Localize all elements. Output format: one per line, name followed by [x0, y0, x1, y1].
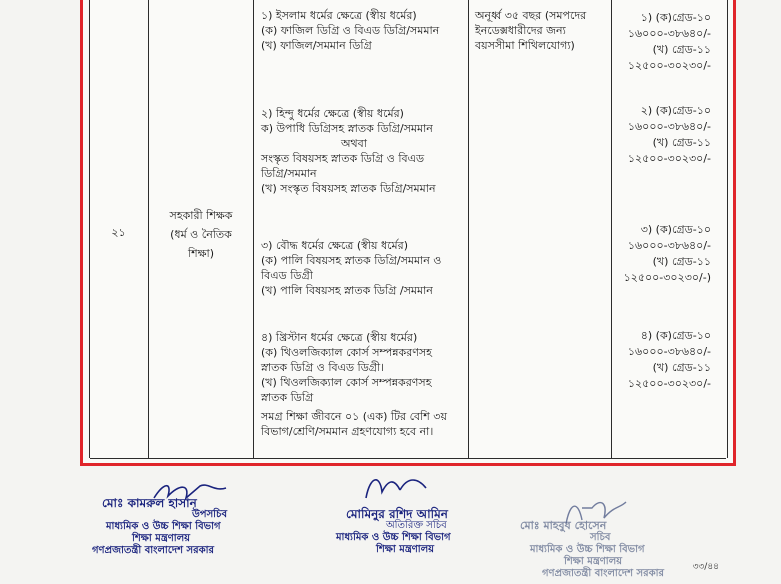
- qualification-line: ক) উপাধি ডিগ্রিসহ স্নাতক ডিগ্রি/সমমান: [261, 122, 433, 135]
- grade-line: ১২৫০০-৩০২৩০/-: [627, 59, 711, 72]
- signatory-government: গণপ্রজাতন্ত্রী বাংলাদেশ সরকার: [92, 545, 214, 556]
- signature-block-middle: [336, 508, 451, 556]
- signatory-designation: অতিরিক্ত সচিব: [386, 520, 447, 531]
- signatory-name: মোঃ মাহবুব হোসেন: [520, 519, 607, 532]
- highlighted-table-region: [80, 0, 736, 466]
- qualification-line: (খ) ফাজিল/সমমান ডিগ্রি: [261, 39, 372, 52]
- signatory-name: মোঃ কামরুল হাসান: [102, 496, 197, 510]
- grade-block-3: [624, 222, 711, 286]
- qualification-line: ৪) খ্রিস্টান ধর্মের ক্ষেত্রে (স্বীয় ধর্মের): [261, 331, 418, 344]
- grade-line: ৪) (ক)গ্রেড-১০: [640, 329, 711, 342]
- qualification-line: স্নাতক ডিগ্রি ও বিএড ডিগ্রী।: [261, 361, 385, 374]
- qualification-line: বিএড ডিগ্রী: [261, 269, 313, 282]
- signatory-government: গণপ্রজাতন্ত্রী বাংলাদেশ সরকার: [542, 568, 664, 579]
- signatory-ministry: শিক্ষা মন্ত্রণালয়: [564, 556, 623, 567]
- qualification-line: ডিগ্রি/সমমান: [261, 167, 317, 180]
- qualification-line: ৩) বৌদ্ধ ধর্মের ক্ষেত্রে (স্বীয় ধর্মের): [261, 239, 408, 252]
- qualification-line: স্নাতক ডিগ্রি: [261, 391, 314, 404]
- qualification-line: (খ) সংস্কৃত বিষয়সহ স্নাতক ডিগ্রি/সমমান: [261, 182, 436, 195]
- qualification-line: সংস্কৃত বিষয়সহ স্নাতক ডিগ্রি ও বিএড: [261, 152, 425, 165]
- table-border-bottom: [90, 458, 726, 459]
- qualification-line: বিভাগ/শ্রেণি/সমমান গ্রহণযোগ্য হবে না।: [261, 425, 434, 438]
- qualification-line: (ক) ফাজিল ডিগ্রি ও বিএড ডিগ্রি/সমমান: [261, 24, 440, 37]
- grade-line: ১৬০০০-৩৮৬৪০/-: [627, 27, 711, 40]
- grade-line: (খ) গ্রেড-১১: [652, 136, 711, 149]
- grade-line: ২) (ক)গ্রেড-১০: [640, 104, 711, 117]
- signatory-department: মাধ্যমিক ও উচ্চ শিক্ষা বিভাগ: [530, 544, 645, 555]
- grade-line: ১২৫০০-৩০২৩০/-: [627, 377, 711, 390]
- grade-line: ১৬০০০-৩৮৬৪০/-: [627, 120, 711, 133]
- grade-line: ৩) (ক)গ্রেড-১০: [640, 223, 711, 236]
- signatory-designation: সচিব: [590, 532, 611, 543]
- signatory-designation: উপসচিব: [192, 509, 228, 520]
- signatory-name: মোমিনুর রশিদ আমিন: [346, 507, 448, 521]
- signature-block-left: [92, 497, 227, 557]
- post-line: শিক্ষা): [187, 247, 215, 260]
- column-divider-post: [253, 0, 254, 458]
- age-limit: [475, 8, 586, 53]
- qualification-line: (ক) পালি বিষয়সহ স্নাতক ডিগ্রি/সমমান ও: [261, 254, 442, 267]
- qualification-islam: [261, 8, 439, 53]
- post-line: (ধর্ম ও নৈতিক: [170, 228, 232, 241]
- signatory-department: মাধ্যমিক ও উচ্চ শিক্ষা বিভাগ: [336, 532, 451, 543]
- grade-line: (খ) গ্রেড-১১: [652, 361, 711, 374]
- qualification-line: (খ) থিওলজিক্যাল কোর্স সম্পন্নকরণসহ: [261, 376, 432, 389]
- grade-line: ১২৫০০-৩০২৩০/-): [623, 271, 711, 284]
- qualification-hindu: [261, 106, 436, 196]
- qualification-line: সমগ্র শিক্ষা জীবনে ০১ (এক) টির বেশি ৩য়: [261, 410, 447, 423]
- grade-block-2: [628, 103, 711, 167]
- grade-line: ১) (ক)গ্রেড-১০: [640, 11, 711, 24]
- grade-line: ১৬০০০-৩৮৬৪০/-: [627, 239, 711, 252]
- signature-block-right: [520, 520, 664, 580]
- grade-line: ১৬০০০-৩৮৬৪০/-: [627, 345, 711, 358]
- age-line: অনূর্ধ্ব ৩৫ বছর (সমপদের: [475, 9, 587, 22]
- post-line: সহকারী শিক্ষক: [169, 209, 233, 222]
- age-line: বয়সসীমা শিথিলযোগ্য): [475, 39, 575, 52]
- column-divider-qualification: [468, 0, 469, 458]
- qualification-line: (খ) পালি বিষয়সহ স্নাতক ডিগ্রি /সমমান: [261, 284, 433, 297]
- qualification-line: ১) ইসলাম ধর্মের ক্ষেত্রে (স্বীয় ধর্মের): [261, 9, 417, 22]
- qualification-line: (ক) থিওলজিক্যাল কোর্স সম্পন্নকরণসহ: [261, 346, 432, 359]
- grade-line: ১২৫০০-৩০২৩০/-: [627, 152, 711, 165]
- qualification-buddha: [261, 238, 441, 298]
- signatory-ministry: শিক্ষা মন্ত্রণালয়: [132, 533, 191, 544]
- grade-block-1: [628, 10, 711, 74]
- page-number: ৩৩/৪৪: [692, 562, 719, 572]
- signatory-department: মাধ্যমিক ও উচ্চ শিক্ষা বিভাগ: [106, 521, 221, 532]
- age-line: ইনডেক্সধারীদের জন্য: [475, 24, 566, 37]
- grade-line: (খ) গ্রেড-১১: [652, 43, 711, 56]
- signature-scribble-middle: [360, 470, 430, 502]
- post-name: [149, 208, 253, 261]
- qualification-christian: [261, 330, 447, 439]
- grade-block-4: [628, 328, 711, 392]
- serial-number: ২১: [111, 226, 126, 239]
- qualification-line: ২) হিন্দু ধর্মের ক্ষেত্রে (স্বীয় ধর্মের): [261, 107, 404, 120]
- qualification-line: অথবা: [341, 137, 367, 150]
- signatory-ministry: শিক্ষা মন্ত্রণালয়: [376, 544, 435, 555]
- column-divider-age: [611, 0, 612, 458]
- grade-line: (খ) গ্রেড-১১: [652, 255, 711, 268]
- table-border-right: [727, 0, 728, 458]
